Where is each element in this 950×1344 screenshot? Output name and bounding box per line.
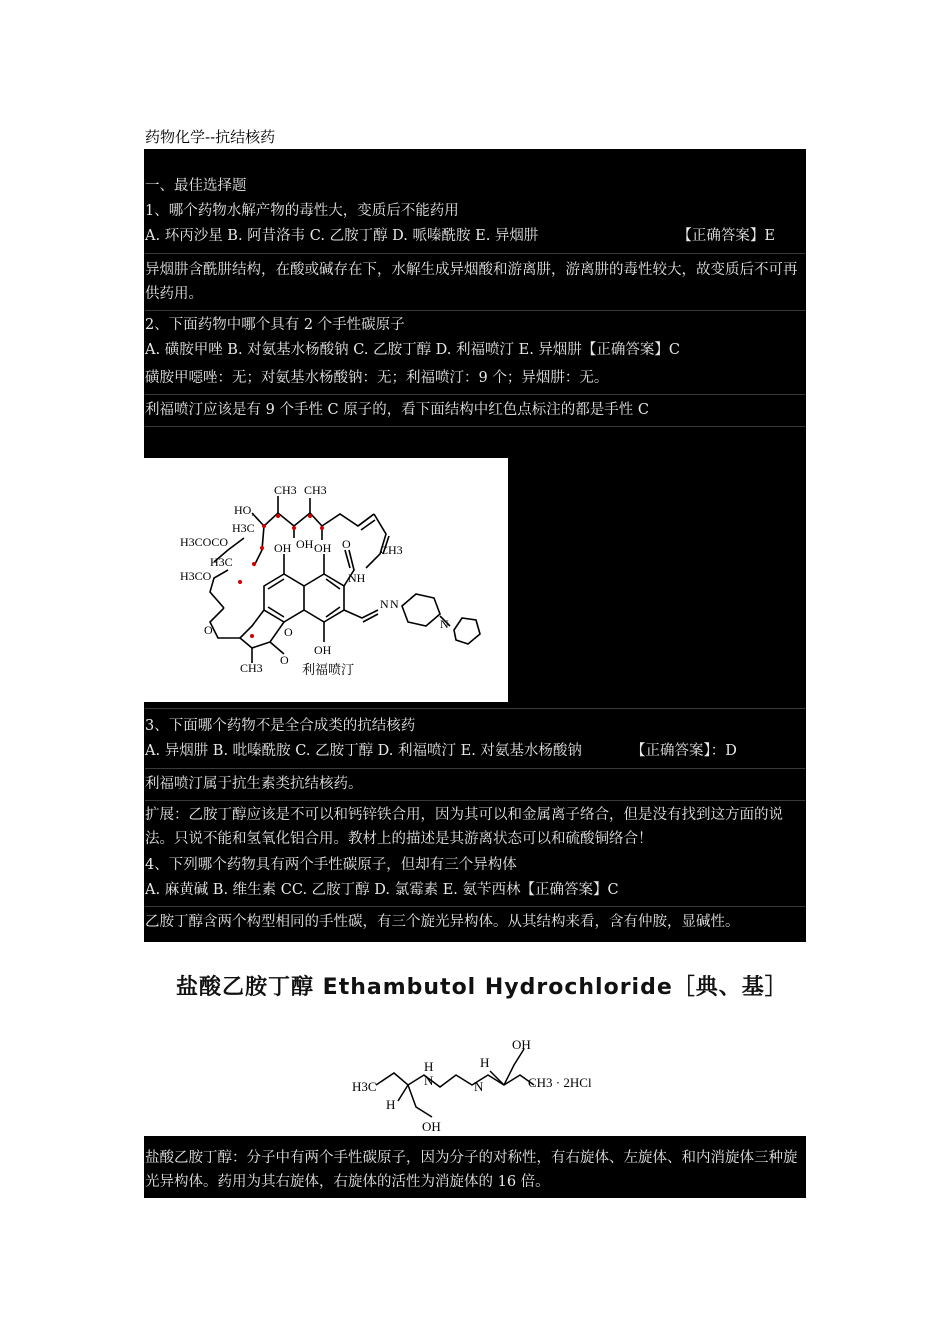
q1-question: 1、哪个药物水解产物的毒性大，变质后不能药用 — [145, 203, 459, 219]
label-ch3-bottom: CH3 — [240, 661, 263, 675]
q4-explanation: 乙胺丁醇含两个构型相同的手性碳，有三个旋光异构体。从其结构来看，含有仲胺，显碱性。 — [145, 914, 740, 930]
eth-label-oh-bottom: OH — [422, 1119, 441, 1134]
final-note: 盐酸乙胺丁醇：分子中有两个手性碳原子，因为分子的对称性，有右旋体、左旋体、和内消旋体三种旋光异构体。药用为其右旋体，右旋体的活性为消旋体的 16 倍。 — [145, 1150, 798, 1190]
q1-explanation: 异烟肼含酰肼结构，在酸或碱存在下，水解生成异烟酸和游离肼，游离肼的毒性较大，故变质后不可再供药用。 — [145, 262, 798, 302]
q3-question: 3、下面哪个药物不是全合成类的抗结核药 — [145, 718, 416, 734]
question-block-2 — [144, 708, 806, 942]
label-h3c-2: H3C — [210, 555, 233, 569]
rifapentine-structure-figure — [144, 458, 508, 702]
figure-caption: 利福喷汀 — [302, 662, 355, 677]
label-h3c-1: H3C — [232, 521, 255, 535]
q2-options: A. 磺胺甲唑 B. 对氨基水杨酸钠 C. 乙胺丁醇 D. 利福喷汀 E. 异烟肼【正确答案】C — [145, 342, 681, 358]
final-note-block — [144, 1136, 806, 1198]
q3-explanation-1: 利福喷汀属于抗生素类抗结核药。 — [145, 776, 363, 792]
ethambutol-structure-image — [340, 1035, 620, 1135]
q4-question: 4、下列哪个药物具有两个手性碳原子，但却有三个异构体 — [145, 857, 517, 873]
eth-label-oh-top: OH — [512, 1037, 531, 1052]
label-oh-bottom: OH — [314, 643, 332, 657]
eth-label-h-bottom: H — [386, 1097, 396, 1112]
question-block-1 — [144, 149, 806, 453]
label-nh: NH — [348, 571, 366, 585]
label-ch3-1: CH3 — [274, 483, 297, 497]
eth-label-ch3-hcl: CH3 · 2HCl — [528, 1075, 592, 1090]
label-o-amide: O — [342, 537, 351, 551]
label-ho: HO, — [234, 503, 255, 517]
q1-answer: 【正确答案】E — [677, 228, 775, 244]
q3-answer: 【正确答案】：D — [631, 743, 737, 759]
label-n-2: N — [390, 597, 399, 611]
q2-explanation-1: 磺胺甲噁唑：无；对氨基水杨酸钠：无；利福喷汀：9 个；异烟肼：无。 — [145, 370, 609, 386]
eth-label-h-n1: H — [424, 1059, 434, 1074]
label-ch3-amide: CH3 — [380, 543, 403, 557]
label-h3co: H3CO — [180, 569, 212, 583]
q1-options: A. 环丙沙星 B. 阿昔洛韦 C. 乙胺丁醇 D. 哌嗪酰胺 E. 异烟肼 — [145, 228, 539, 244]
label-oh-core-2: OH — [314, 541, 332, 555]
section-heading: 一、最佳选择题 — [145, 178, 247, 194]
label-ch3-2: CH3 — [304, 483, 327, 497]
label-n-1: N — [380, 597, 389, 611]
q3-options: A. 异烟肼 B. 吡嗪酰胺 C. 乙胺丁醇 D. 利福喷汀 E. 对氨基水杨酸钠 — [145, 743, 582, 759]
label-h3coco: H3COCO — [180, 535, 229, 549]
ethambutol-structure-figure — [340, 1035, 620, 1135]
q4-options: A. 麻黄碱 B. 维生素 CC. 乙胺丁醇 D. 氯霉素 E. 氨苄西林【正确答案】C — [145, 882, 619, 898]
document-title: 药物化学--抗结核药 — [145, 128, 276, 146]
q3-explanation-2: 扩展：乙胺丁醇应该是不可以和钙锌铁合用，因为其可以和金属离子络合，但是没有找到这方面的说法。只说不能和氢氧化铝合用。教材上的描述是其游离状态可以和硫酸铜络合！ — [145, 807, 783, 847]
label-n-3: N — [440, 617, 449, 631]
eth-label-n-1: N — [424, 1073, 434, 1088]
label-o-ring: O — [204, 623, 213, 637]
eth-label-h-top: H — [480, 1055, 490, 1070]
ethambutol-heading: 盐酸乙胺丁醇 Ethambutol Hydrochloride［典、基］ — [176, 975, 788, 1000]
label-oh-top: OH — [296, 537, 314, 551]
label-o-carbonyl: O — [280, 653, 289, 667]
label-oh-core-1: OH — [274, 541, 292, 555]
rifapentine-structure-image — [144, 458, 508, 702]
q2-explanation-2: 利福喷汀应该是有 9 个手性 C 原子的，看下面结构中红色点标注的都是手性 C — [145, 402, 649, 418]
eth-label-h3c: H3C — [352, 1079, 377, 1094]
eth-label-n-2: N — [474, 1079, 484, 1094]
label-o-lactone: O — [284, 625, 293, 639]
q2-question: 2、下面药物中哪个具有 2 个手性碳原子 — [145, 317, 405, 333]
